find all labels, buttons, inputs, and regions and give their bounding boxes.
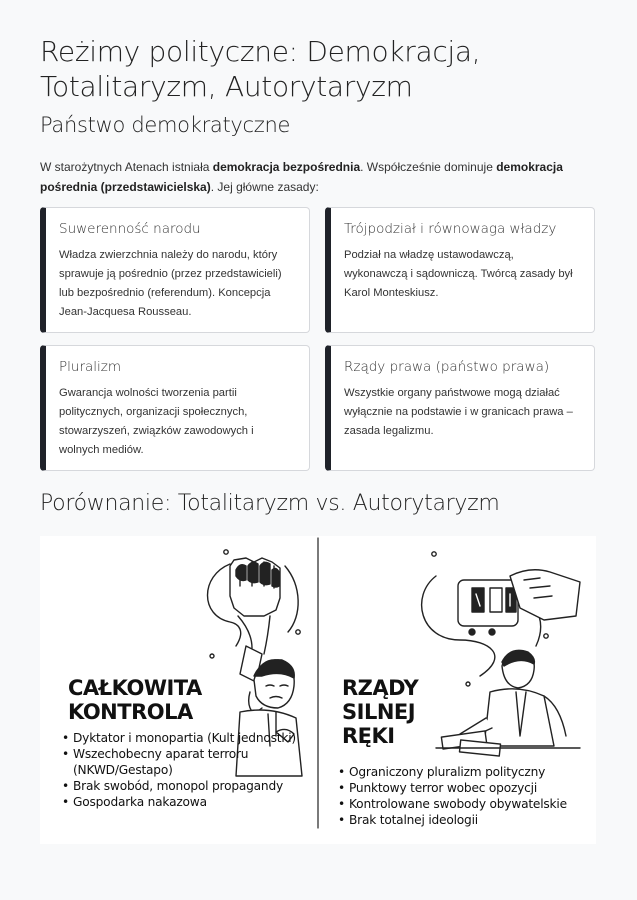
list-item: • Punktowy terror wobec opozycji: [338, 780, 594, 796]
list-item: • Brak totalnej ideologii: [338, 812, 594, 828]
left-panel-heading: [68, 676, 202, 724]
list-item: • Dyktator i monopartia (Kult jednostki): [62, 730, 312, 746]
intro-text-3: . Jej główne zasady:: [210, 180, 319, 194]
page-title: Reżimy polityczne: Demokracja, Totalitaryzm, Autorytaryzm: [40, 35, 481, 103]
card-title: Suwerenność narodu: [59, 221, 201, 237]
right-heading-line: RZĄDY: [342, 676, 419, 700]
card-title: Trójpodział i równowaga władzy: [344, 221, 557, 237]
card-text: Wszystkie organy państwowe mogą działać wyłącznie na podstawie i w granicach prawa – zasada legalizmu.: [344, 387, 573, 437]
left-heading-line: KONTROLA: [68, 700, 193, 724]
card-rule-of-law: [325, 345, 595, 471]
comparison-heading: Porównanie: Totalitaryzm vs. Autorytaryzm: [40, 491, 500, 516]
list-item: • Kontrolowane swobody obywatelskie: [338, 796, 594, 812]
right-heading-line: SILNEJ: [342, 700, 416, 724]
intro-bold-indirect: demokracja pośrednia (przedstawicielska): [40, 160, 563, 194]
list-item: • Wszechobecny aparat terroru (NKWD/Gestapo): [62, 746, 312, 778]
list-item: • Gospodarka nakazowa: [62, 794, 312, 810]
card-text: Gwarancja wolności tworzenia partii politycznych, organizacji społecznych, stowarzyszeń, związków zawodowych i wolnych mediów.: [59, 387, 254, 456]
left-heading-line: CAŁKOWITA: [68, 676, 202, 700]
intro-text-1: W starożytnych Atenach istniała: [40, 160, 213, 174]
list-item: • Brak swobód, monopol propagandy: [62, 778, 312, 794]
intro-paragraph: [40, 157, 596, 197]
left-panel-bullets: [62, 730, 312, 810]
card-title: Rządy prawa (państwo prawa): [344, 359, 550, 375]
seated-official-icon: [436, 650, 580, 756]
card-sovereignty: [40, 207, 310, 333]
list-item: • Ograniczony pluralizm polityczny: [338, 764, 594, 780]
intro-bold-direct: demokracja bezpośrednia: [212, 160, 361, 174]
section-title-democracy: Państwo demokratyczne: [40, 113, 291, 137]
card-pluralism: [40, 345, 310, 471]
control-panel-hand-icon: [458, 570, 580, 635]
right-panel-bullets: [338, 764, 594, 828]
right-heading-line: RĘKI: [342, 724, 395, 748]
comparison-illustration: [40, 536, 596, 844]
card-title: Pluralizm: [59, 359, 122, 375]
card-text: Podział na władzę ustawodawczą, wykonawczą i sądowniczą. Twórcą zasady był Karol Monteskiusz.: [344, 249, 573, 299]
right-panel-heading: [342, 676, 418, 748]
card-text: Władza zwierzchnia należy do narodu, który sprawuje ją pośrednio (przez przedstawicieli) lub bezpośrednio (referendum). Koncepcja Jean-Jacquesa Rousseau.: [59, 249, 282, 318]
intro-text-2: . Współcześnie dominuje: [360, 160, 497, 174]
card-separation-of-powers: [325, 207, 595, 333]
